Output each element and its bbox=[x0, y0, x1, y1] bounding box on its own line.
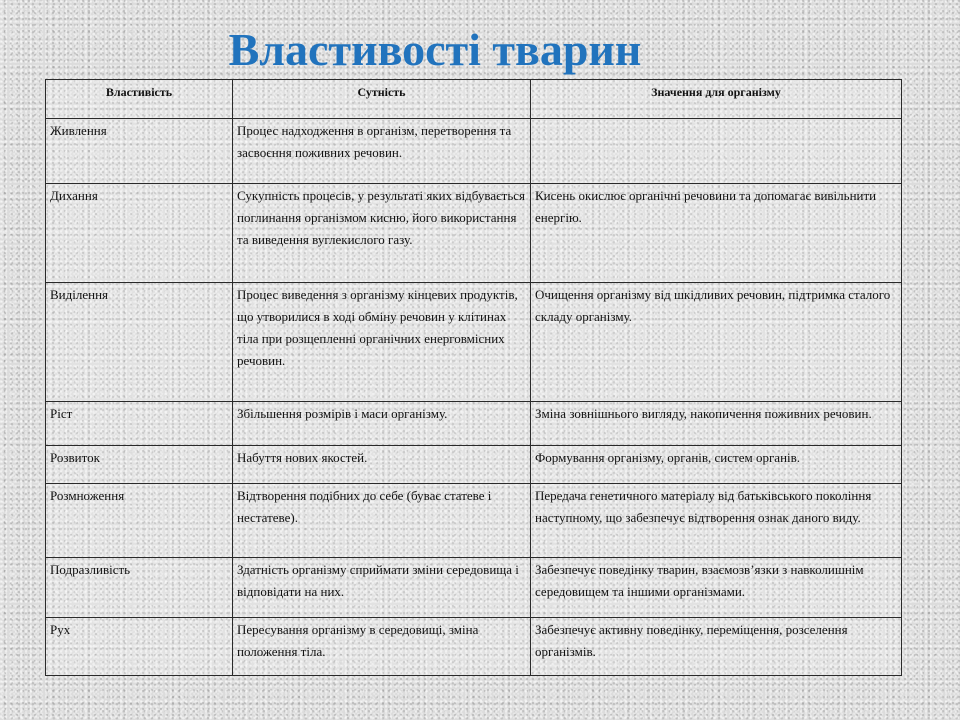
cell-significance: Формування організму, органів, систем органів. bbox=[531, 446, 902, 484]
cell-essence: Процес надходження в організм, перетворення та засвоєння поживних речовин. bbox=[233, 119, 531, 184]
properties-table bbox=[45, 79, 902, 676]
header-essence: Сутність bbox=[233, 80, 531, 119]
cell-significance: Кисень окислює органічні речовини та допомагає вивільнити енергію. bbox=[531, 184, 902, 283]
table-row bbox=[46, 484, 902, 558]
table-row bbox=[46, 184, 902, 283]
cell-property: Виділення bbox=[46, 283, 233, 402]
table-header-row bbox=[46, 80, 902, 119]
cell-essence: Процес виведення з організму кінцевих продуктів, що утворилися в ході обміну речовин у клітинах тіла при розщепленні органічних енерговмісних речовин. bbox=[233, 283, 531, 402]
table-row bbox=[46, 119, 902, 184]
cell-essence: Збільшення розмірів і маси організму. bbox=[233, 402, 531, 446]
cell-property: Подразливість bbox=[46, 558, 233, 618]
cell-essence: Набуття нових якостей. bbox=[233, 446, 531, 484]
cell-essence: Пересування організму в середовищі, зміна положення тіла. bbox=[233, 618, 531, 676]
cell-property: Ріст bbox=[46, 402, 233, 446]
table-row bbox=[46, 558, 902, 618]
table-row bbox=[46, 402, 902, 446]
cell-significance: Забезпечує активну поведінку, переміщення, розселення організмів. bbox=[531, 618, 902, 676]
header-property: Властивість bbox=[46, 80, 233, 119]
cell-property: Дихання bbox=[46, 184, 233, 283]
header-significance: Значення для організму bbox=[531, 80, 902, 119]
table-row bbox=[46, 618, 902, 676]
cell-significance: Очищення організму від шкідливих речовин, підтримка сталого складу організму. bbox=[531, 283, 902, 402]
table-row bbox=[46, 283, 902, 402]
cell-significance bbox=[531, 119, 902, 184]
cell-property: Рух bbox=[46, 618, 233, 676]
cell-significance: Зміна зовнішнього вигляду, накопичення поживних речовин. bbox=[531, 402, 902, 446]
cell-property: Розвиток bbox=[46, 446, 233, 484]
slide-title: Властивості тварин bbox=[228, 24, 642, 75]
cell-property: Живлення bbox=[46, 119, 233, 184]
cell-significance: Передача генетичного матеріалу від батьківського покоління наступному, що забезпечує відтворення ознак даного виду. bbox=[531, 484, 902, 558]
cell-essence: Сукупність процесів, у результаті яких відбувається поглинання організмом кисню, його використання та виведення вуглекислого газу. bbox=[233, 184, 531, 283]
cell-significance: Забезпечує поведінку тварин, взаємозв’язки з навколишнім середовищем та іншими організмами. bbox=[531, 558, 902, 618]
cell-property: Розмноження bbox=[46, 484, 233, 558]
table-row bbox=[46, 446, 902, 484]
cell-essence: Відтворення подібних до себе (буває статеве і нестатеве). bbox=[233, 484, 531, 558]
cell-essence: Здатність організму сприймати зміни середовища і відповідати на них. bbox=[233, 558, 531, 618]
